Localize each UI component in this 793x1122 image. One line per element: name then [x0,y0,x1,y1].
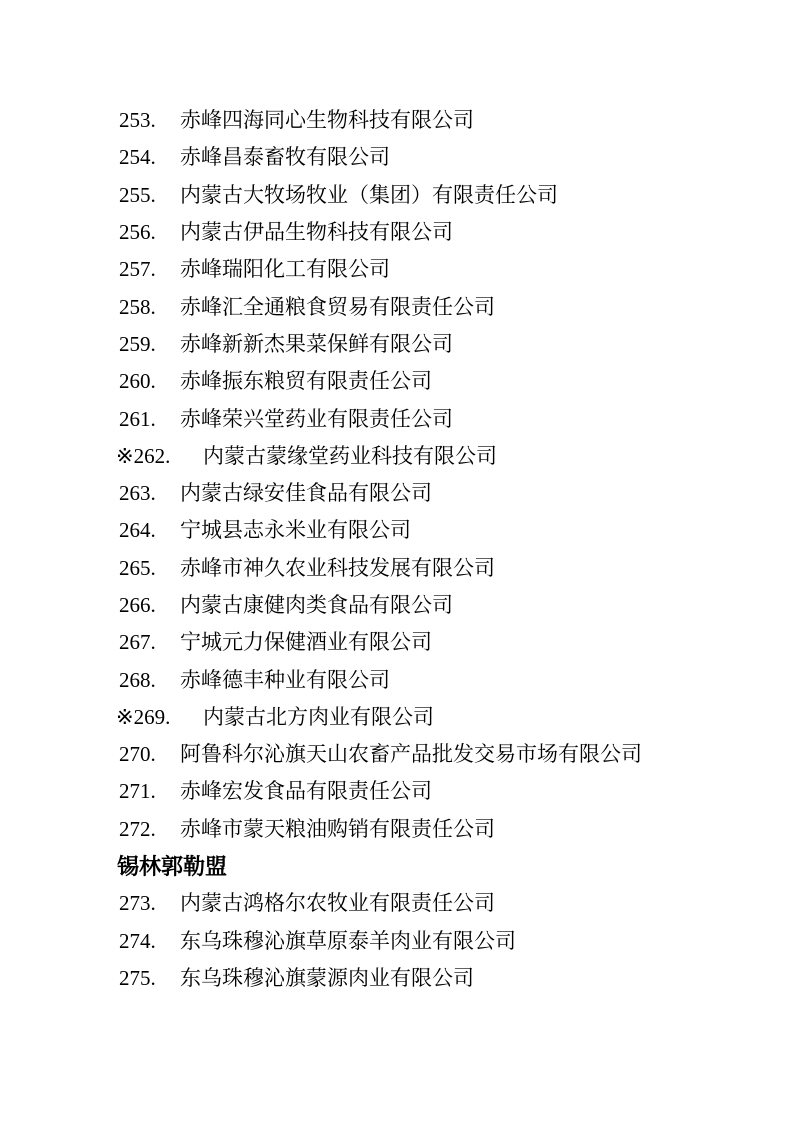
item-number: 272. [119,816,156,841]
item-number-cell [119,483,180,504]
company-name: 赤峰宏发食品有限责任公司 [180,779,432,804]
item-number: 273. [119,891,156,916]
item-number: 268. [119,667,156,692]
item-number: 267. [119,630,156,655]
item-number-cell [119,294,180,319]
company-name: 赤峰荣兴堂药业有限责任公司 [180,406,453,431]
company-name: 赤峰新新杰果菜保鲜有限公司 [180,331,453,356]
list-item [0,661,793,698]
list-item [0,139,793,176]
list-item [0,699,793,736]
company-name: 内蒙古北方肉业有限公司 [203,704,434,729]
list-item [0,475,793,512]
item-number: 257. [119,257,156,282]
item-number: 263. [119,481,156,506]
item-number-cell [119,520,180,541]
company-name: 内蒙古绿安佳食品有限公司 [180,481,432,506]
list-item [0,587,793,624]
item-number-cell [119,259,180,280]
item-number: 255. [119,182,156,207]
list-item [0,811,793,848]
item-number: 275. [119,965,156,990]
list-item [0,177,793,214]
item-number-cell [119,632,180,653]
list-item [0,102,793,139]
item-number: 265. [119,555,156,580]
item-number: 269. [133,704,171,729]
item-number: 270. [119,742,156,767]
list-item [0,923,793,960]
list-item [0,438,793,475]
item-number: 254. [119,145,156,170]
item-number: 271. [119,779,156,804]
item-number: 258. [119,294,156,319]
reference-mark: ※ [116,704,134,729]
item-number-cell [119,555,180,580]
item-number: 274. [119,928,156,953]
company-name: 赤峰汇全通粮食贸易有限责任公司 [180,294,495,319]
item-number: 262. [133,443,171,468]
item-number-cell [116,443,203,468]
item-number-cell [119,744,180,765]
list-item [0,214,793,251]
item-number: 256. [119,220,156,245]
company-name: 内蒙古伊品生物科技有限公司 [180,220,453,245]
company-name: 赤峰德丰种业有限公司 [180,667,390,692]
list-item [0,326,793,363]
item-number-cell [119,406,180,431]
item-number: 260. [119,369,156,394]
company-list [0,102,793,997]
item-number-cell [119,667,180,692]
item-number-cell [119,331,180,356]
company-name: 赤峰市蒙天粮油购销有限责任公司 [180,816,495,841]
list-item [0,885,793,922]
item-number: 261. [119,406,156,431]
item-number: 259. [119,331,156,356]
company-name: 赤峰昌泰畜牧有限公司 [180,145,390,170]
company-name: 赤峰市神久农业科技发展有限公司 [180,555,495,580]
company-name: 东乌珠穆沁旗蒙源肉业有限公司 [180,965,474,990]
company-name: 内蒙古鸿格尔农牧业有限责任公司 [180,891,495,916]
item-number-cell [119,222,180,243]
item-number-cell [119,928,180,953]
list-item [0,960,793,997]
list-item [0,550,793,587]
item-number: 264. [119,518,156,543]
company-name: 赤峰振东粮贸有限责任公司 [180,369,432,394]
list-item [0,288,793,325]
item-number: 266. [119,593,156,617]
company-name: 东乌珠穆沁旗草原泰羊肉业有限公司 [180,928,516,953]
item-number-cell [119,182,180,207]
list-item [0,400,793,437]
item-number-cell [116,704,203,729]
item-number-cell [119,595,180,616]
list-item [0,251,793,288]
item-number-cell [119,110,180,131]
company-name: 宁城县志永米业有限公司 [180,518,411,543]
company-name: 内蒙古康健肉类食品有限公司 [180,593,453,617]
item-number-cell [119,371,180,392]
company-name: 赤峰瑞阳化工有限公司 [180,257,390,282]
list-item [0,736,793,773]
list-item [0,773,793,810]
company-name: 内蒙古蒙缘堂药业科技有限公司 [203,443,497,468]
company-name: 阿鲁科尔沁旗天山农畜产品批发交易市场有限公司 [180,742,642,767]
item-number-cell [119,893,180,914]
item-number: 253. [119,108,156,133]
item-number-cell [119,965,180,990]
item-number-cell [119,781,180,802]
list-item [0,512,793,549]
reference-mark: ※ [116,443,134,468]
item-number-cell [119,147,180,168]
list-item [0,363,793,400]
list-item [0,624,793,661]
section-heading: 锡林郭勒盟 [117,853,228,879]
company-name: 宁城元力保健酒业有限公司 [180,630,432,655]
company-name: 内蒙古大牧场牧业（集团）有限责任公司 [180,182,558,207]
item-number-cell [119,816,180,841]
company-name: 赤峰四海同心生物科技有限公司 [180,108,474,133]
